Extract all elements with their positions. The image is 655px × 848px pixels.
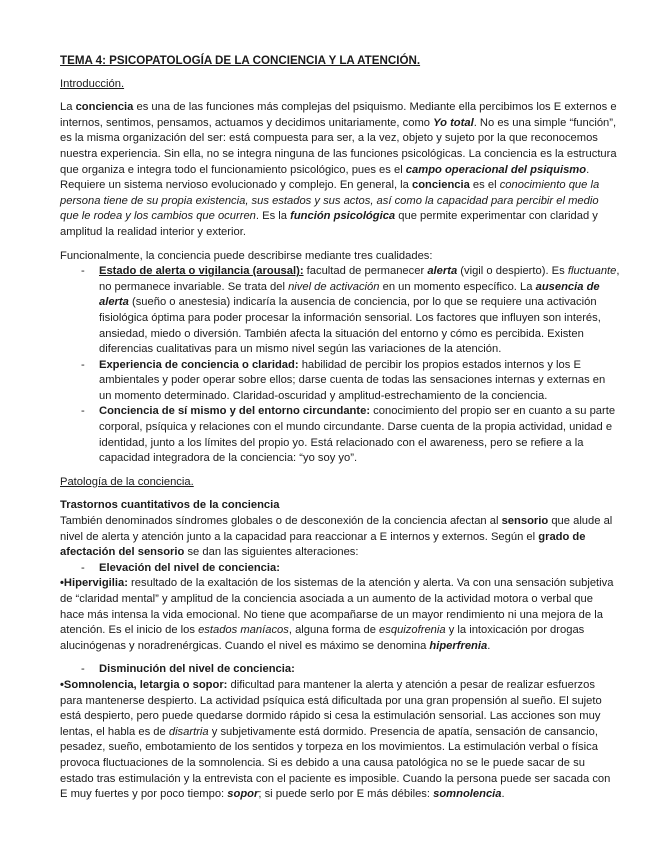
text-run: conocimiento del propio ser en cuanto a su parte corporal, psíquica y relaciones con el mundo circundante. Darse cuenta de la propia actividad, unidad e identidad, junto a los límites del propio yo. Está relacionado con el awareness, pero se refiere a la capacidad integradora de la conciencia: “yo soy yo”.: [99, 405, 616, 465]
text-run: alerta: [427, 265, 458, 278]
text-run: es una de las funciones más complejas del psiquismo. Mediante ella percibimos los E externos e internos, sentimos, pensamos, actuamos y decidimos unitariamente, como: [60, 101, 617, 129]
text-run: .: [501, 788, 505, 801]
text-run: , no permanece invariable. Se trata del: [99, 265, 620, 293]
elevation-heading: - Elevación del nivel de conciencia:: [60, 561, 620, 577]
list-item: [60, 358, 620, 405]
document-title: TEMA 4: PSICOPATOLOGÍA DE LA CONCIENCIA Y LA ATENCIÓN.: [60, 54, 421, 67]
list-item: [60, 264, 620, 358]
pathology-heading: Patología de la conciencia.: [60, 475, 194, 488]
text-run: Estado de alerta o vigilancia (arousal):: [99, 265, 304, 278]
text-run: ; si puede serlo por E más débiles:: [258, 788, 434, 801]
quantitative-paragraph: [60, 514, 620, 561]
somnolence-paragraph: [60, 678, 620, 803]
text-run: estados maníacos: [198, 624, 289, 637]
text-run: disartria: [168, 725, 209, 738]
text-run: (vigil o despierto). Es: [457, 265, 568, 278]
hypervigilance-paragraph: [60, 576, 620, 654]
text-run: ausencia de alerta: [99, 280, 600, 309]
text-run: conciencia: [412, 179, 470, 192]
text-run: . Requiere un sistema nervioso evolucionado y complejo. En general, la: [60, 163, 590, 192]
text-run: Experiencia de conciencia o claridad:: [99, 358, 299, 371]
quantitative-heading: Trastornos cuantitativos de la conciencia: [60, 499, 280, 512]
text-run: (sueño o anestesia) indicaría la ausencia de conciencia, por lo que se requiere una activación fisiológica óptima para poder procesar la información sensorial. Los factores que influyen son interés, ansiedad, miedo o diversión. También afecta la situación del entorno y cómo es percibida. Existen diferencias cualitativas para un mismo nivel según las variaciones de la atención.: [99, 296, 601, 356]
text-run: Yo total: [433, 116, 474, 129]
text-run: . No es una simple “función”, es la misma organización del ser: está compuesta para ser, a la vez, objeto y sujeto por la que reconocemos nuestra experiencia. Sin ella, no se integra ninguna de las funciones psicológicas. La conciencia es la estructura que organiza e integra todo el funcionamiento psicológico, pues es el: [60, 116, 617, 176]
text-run: y la intoxicación por drogas alucinógenas y noradrenérgicas. Cuando el nivel es máximo se denomina: [60, 624, 585, 652]
text-run: Conciencia de sí mismo y del entorno circundante:: [99, 405, 371, 418]
document-page: [60, 50, 620, 803]
text-run: es el: [469, 179, 500, 192]
text-run: campo operacional del psiquismo: [405, 163, 587, 176]
text-run: que permite experimentar con claridad y amplitud la realidad interior y exterior.: [60, 210, 598, 238]
text-run: nivel de activación: [288, 280, 380, 293]
text-run: hiperfrenia: [429, 639, 488, 652]
text-run: y subjetivamente está dormido. Presencia de apatía, sensación de cansancio, pesadez, sueño, embotamiento de los sentidos y torpeza en los movimientos. La estimulación verbal o física provoca fluctuaciones de la somnolencia. Si es debido a una causa patológica no se le puede sacar de su estado tras estimulación y la entrevista con el paciente es imposible. Cuando la persona puede ser sacada con E muy fuertes y por poco tiempo:: [60, 725, 611, 801]
list-item: [60, 404, 620, 466]
text-run: La: [60, 101, 76, 114]
text-run: en un momento específico. La: [379, 280, 536, 293]
text-run: habilidad de percibir los propios estados internos y los E ambientales y poder operar sobre ellos; darse cuenta de todas las sensaciones internas y externas en un momento determinado. Claridad-oscuridad y amplitud-estrechamiento de la conciencia.: [99, 358, 606, 402]
text-run: esquizofrenia: [379, 624, 446, 637]
text-run: resultado de la exaltación de los sistemas de la atención y alerta. Va con una sensación subjetiva de “claridad mental” y amplitud de la conciencia asociada a un aumento de la actividad motora o verbal que hace más intensa la vida emocional. No tiene que acompañarse de un mayor rendimiento ni una mejora de la atención. Es el inicio de los: [60, 577, 614, 637]
text-run: sopor: [227, 788, 259, 801]
intro-heading: Introducción.: [60, 77, 125, 90]
text-run: función psicológica: [290, 210, 396, 223]
text-run: conocimiento que la persona tiene de su propia existencia, sus estados y sus actos, así como la capacidad para percibir el medio que le rodea y los cambios que ocurren: [60, 179, 600, 223]
text-run: , alguna forma de: [288, 624, 380, 637]
text-run: También denominados síndromes globales o de desconexión de la conciencia afectan al: [60, 515, 502, 528]
text-run: Funcionalmente, la conciencia puede describirse mediante tres cualidades:: [60, 249, 433, 262]
text-run: sensorio: [501, 515, 549, 528]
text-run: dificultad para mantener la alerta y atención a pesar de realizar esfuerzos para mantenerse despierto. La actividad psíquica está dificultada por una gran propensión al sueño. El sujeto está despierto, pero puede quedarse dormido rápido si cesa la estimulación sensorial. Las acciones son muy lentas, el habla es de: [60, 678, 602, 738]
text-run: somnolencia: [433, 788, 502, 801]
decrease-heading: - Disminución del nivel de conciencia:: [60, 662, 620, 678]
intro-paragraph: [60, 100, 620, 240]
text-run: •Somnolencia, letargia o sopor:: [60, 678, 228, 691]
text-run: conciencia: [75, 101, 134, 114]
qualities-list: [60, 264, 620, 467]
text-run: fluctuante: [567, 265, 617, 278]
text-run: •Hipervigilia:: [60, 577, 128, 590]
text-run: se dan las siguientes alteraciones:: [184, 546, 359, 559]
text-run: grado de afectación del sensorio: [60, 530, 586, 559]
text-run: . Es la: [255, 210, 291, 223]
qualities-intro: [60, 249, 620, 265]
text-run: que alude al nivel de alerta y atención junto a la capacidad para reaccionar a E internos y externos. Según el: [60, 515, 613, 543]
text-run: facultad de permanecer: [303, 265, 428, 278]
text-run: .: [487, 639, 491, 652]
